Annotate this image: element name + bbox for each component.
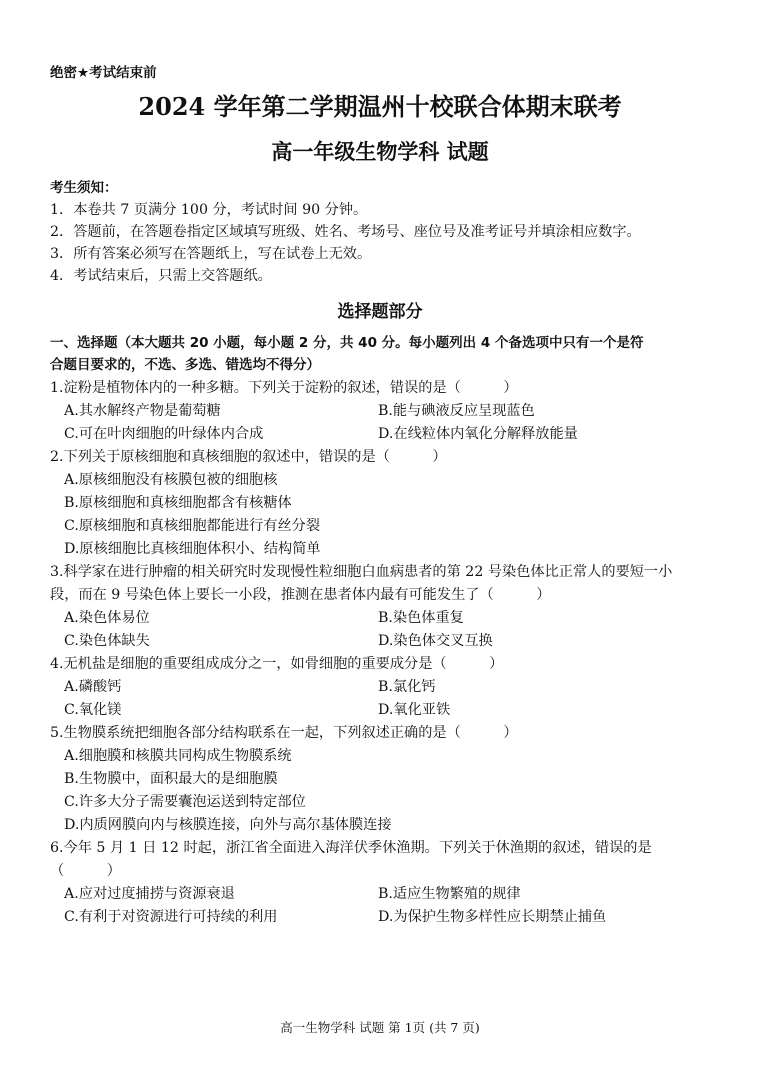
- option-a: A.染色体易位: [64, 610, 150, 626]
- notice-item: 4．考试结束后，只需上交答题纸。: [50, 268, 272, 284]
- question-stem: 2.下列关于原核细胞和真核细胞的叙述中，错误的是（ ）: [50, 449, 447, 465]
- exam-subtitle: 高一年级生物学科 试题: [271, 139, 489, 164]
- notice-item: 3．所有答案必须写在答题纸上，写在试卷上无效。: [50, 246, 372, 262]
- option-b: B.原核细胞和真核细胞都含有核糖体: [64, 495, 292, 511]
- question-stem: 3.科学家在进行肿瘤的相关研究时发现慢性粒细胞白血病患者的第 22 号染色体比正常人的要短一小: [50, 564, 673, 580]
- option-d: D.为保护生物多样性应长期禁止捕鱼: [378, 909, 607, 925]
- question-stem: 6.今年 5 月 1 日 12 时起，浙江省全面进入海洋伏季休渔期。下列关于休渔期的叙述，错误的是: [50, 840, 652, 856]
- option-d: D.在线粒体内氧化分解释放能量: [378, 426, 578, 442]
- option-b: B.生物膜中，面积最大的是细胞膜: [64, 771, 278, 787]
- section-title: 选择题部分: [337, 302, 423, 322]
- option-c: C.染色体缺失: [64, 633, 150, 649]
- section-instruction: 合题目要求的，不选、多选、错选均不得分）: [50, 357, 320, 373]
- question-stem: 1.淀粉是植物体内的一种多糖。下列关于淀粉的叙述，错误的是（ ）: [50, 380, 518, 396]
- notice-item: 2．答题前，在答题卷指定区域填写班级、姓名、考场号、座位号及准考证号并填涂相应数字。: [50, 224, 641, 240]
- secret-label: 绝密★考试结束前: [50, 65, 157, 81]
- section-instruction: 一、选择题（本大题共 20 小题，每小题 2 分，共 40 分。每小题列出 4 个备选项中只有一个是符: [50, 335, 644, 351]
- option-c: C.氧化镁: [64, 702, 122, 718]
- notice-item: 1．本卷共 7 页满分 100 分，考试时间 90 分钟。: [50, 202, 368, 218]
- notice-heading: 考生须知：: [50, 180, 118, 196]
- option-a: A.原核细胞没有核膜包被的细胞核: [64, 472, 278, 488]
- option-c: C.可在叶肉细胞的叶绿体内合成: [64, 426, 264, 442]
- question-stem: （ ）: [50, 863, 121, 879]
- option-d: D.氧化亚铁: [378, 702, 451, 718]
- option-c: C.原核细胞和真核细胞都能进行有丝分裂: [64, 518, 321, 534]
- exam-title: 2024 学年第二学期温州十校联合体期末联考: [138, 92, 622, 121]
- question-stem: 段，而在 9 号染色体上要长一小段，推测在患者体内最有可能发生了（ ）: [50, 587, 551, 603]
- option-b: B.能与碘液反应呈现蓝色: [378, 403, 535, 419]
- option-a: A.其水解终产物是葡萄糖: [64, 403, 221, 419]
- option-b: B.染色体重复: [378, 610, 464, 626]
- option-d: D.内质网膜向内与核膜连接，向外与高尔基体膜连接: [64, 817, 392, 833]
- page-footer: 高一生物学科 试题 第 1页 (共 7 页): [280, 1020, 480, 1035]
- option-b: B.氯化钙: [378, 679, 436, 695]
- option-c: C.许多大分子需要囊泡运送到特定部位: [64, 794, 306, 810]
- option-a: A.磷酸钙: [64, 679, 122, 695]
- option-a: A.应对过度捕捞与资源衰退: [64, 886, 235, 902]
- option-c: C.有利于对资源进行可持续的利用: [64, 909, 278, 925]
- option-d: D.染色体交叉互换: [378, 633, 493, 649]
- question-stem: 4.无机盐是细胞的重要组成成分之一，如骨细胞的重要成分是（ ）: [50, 656, 504, 672]
- option-b: B.适应生物繁殖的规律: [378, 886, 521, 902]
- option-d: D.原核细胞比真核细胞体积小、结构简单: [64, 541, 321, 557]
- question-stem: 5.生物膜系统把细胞各部分结构联系在一起，下列叙述正确的是（ ）: [50, 725, 518, 741]
- option-a: A.细胞膜和核膜共同构成生物膜系统: [64, 748, 292, 764]
